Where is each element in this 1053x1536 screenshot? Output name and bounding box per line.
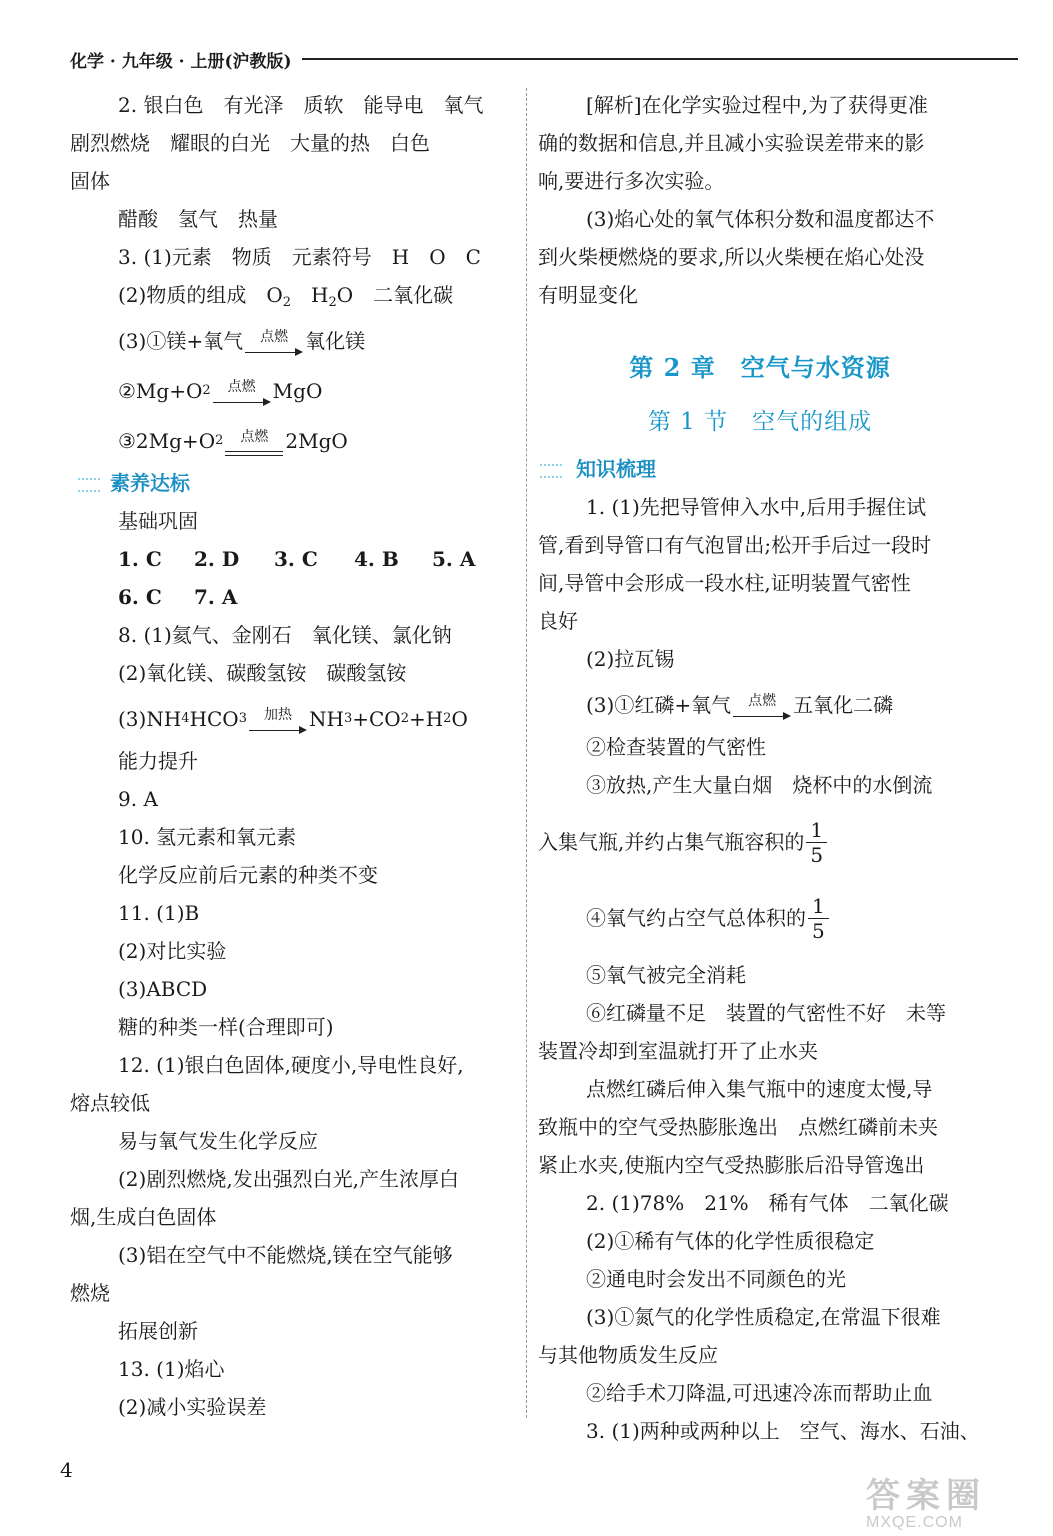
answer-line: 易与氧气发生化学反应 [118,1129,318,1153]
watermark-logo: 答案圈 MXQE.COM [866,1477,986,1531]
reaction-arrow: 点燃 [733,710,791,724]
fraction: $\frac{1}{5}$ [806,818,827,867]
answer-line: 烟,生成白色固体 [70,1205,217,1229]
answer-line: ②给手术刀降温,可迅速冷冻而帮助止血 [586,1381,933,1405]
section-heading: 素养达标 [70,464,520,502]
answer-line: 3. (1)元素 物质 元素符号 H O C [118,245,481,269]
answer-line: 致瓶中的空气受热膨胀逸出 点燃红磷前未夹 [538,1115,938,1139]
answer-line: (2)拉瓦锡 [586,647,675,671]
answer-line: 有明显变化 [538,283,638,307]
answer-line: 2. 银白色 有光泽 质软 能导电 氧气 [118,93,484,117]
answer-line: 1. (1)先把导管伸入水中,后用手握住试 [586,495,927,519]
answer-line: 10. 氢元素和氧元素 [118,825,297,849]
subheading: 拓展创新 [118,1319,198,1343]
choice-answers: 1. C 2. D 3. C 4. B 5. A [118,547,476,571]
answer-line: (3)ABCD [118,977,208,1001]
equals-sign: 点燃 [225,446,283,460]
answer-line: ⑥红磷量不足 装置的气密性不好 未等 [586,1001,946,1025]
subheading: 能力提升 [118,749,198,773]
answer-line: (2)剧烈燃烧,发出强烈白光,产生浓厚白 [118,1167,460,1191]
equation-line: (3)①镁+氧气 点燃 氧化镁 [70,314,520,364]
column-divider [526,88,527,1418]
answer-line: 8. (1)氦气、金刚石 氧化镁、氯化钠 [118,623,452,647]
fraction: $\frac{1}{5}$ [808,894,829,943]
reaction-arrow: 点燃 [213,396,271,410]
answer-line: (3)铝在空气中不能燃烧,镁在空气能够 [118,1243,453,1267]
answer-line: 熔点较低 [70,1091,150,1115]
answer-line: 装置冷却到室温就打开了止水夹 [538,1039,818,1063]
answer-line: 到火柴梗燃烧的要求,所以火柴梗在焰心处没 [538,245,925,269]
answer-line: 剧烈燃烧 耀眼的白光 大量的热 白色 [70,131,430,155]
answer-line: (3)①氮气的化学性质稳定,在常温下很难 [586,1305,941,1329]
left-column [70,86,520,1426]
answer-line: (3)焰心处的氧气体积分数和温度都达不 [586,207,935,231]
answer-line: ③放热,产生大量白烟 烧杯中的水倒流 [586,773,933,797]
answer-line: 11. (1)B [118,901,200,925]
reaction-arrow: 加热 [249,724,307,738]
answer-line: ④氧气约占空气总体积的 $\frac{1}{5}$ [538,880,982,956]
section-title: 第 1 节 空气的组成 [647,409,873,435]
answer-line: (2)①稀有气体的化学性质很稳定 [586,1229,875,1253]
equation-line: ③2Mg+O 2 点燃 2MgO [70,414,520,464]
answer-line: (2)物质的组成 $O_2$ $H_2O$ 二氧化碳 [118,283,454,310]
answer-line: ⑤氧气被完全消耗 [586,963,746,987]
right-column [538,86,982,1450]
running-header [70,44,1018,74]
answer-line: 12. (1)银白色固体,硬度小,导电性良好, [118,1053,464,1077]
page-number: 4 [60,1458,73,1482]
header-title: 化学 · 九年级 · 上册(沪教版) [70,51,292,72]
reaction-arrow: 点燃 [245,346,303,360]
answer-line: 紧止水夹,使瓶内空气受热膨胀后沿导管逸出 [538,1153,925,1177]
answer-line: 良好 [538,609,578,633]
choice-answers: 6. C 7. A [118,585,238,609]
answer-line: 响,要进行多次实验。 [538,169,725,193]
equation-line: (3)①红磷+氧气 点燃 五氧化二磷 [538,678,982,728]
answer-line: [解析]在化学实验过程中,为了获得更准 [586,93,928,117]
answer-line: 化学反应前后元素的种类不变 [118,863,378,887]
answer-line: ②通电时会发出不同颜色的光 [586,1267,846,1291]
answer-line: 13. (1)焰心 [118,1357,225,1381]
chapter-title: 第 2 章 空气与水资源 [629,353,891,382]
answer-line: 管,看到导管口有气泡冒出;松开手后过一段时 [538,533,932,557]
section-marker-icon [78,478,100,492]
answer-line: 点燃红磷后伸入集气瓶中的速度太慢,导 [586,1077,933,1101]
answer-line: 糖的种类一样(合理即可) [118,1015,334,1039]
equation-line: ②Mg+O 2 点燃 MgO [70,364,520,414]
header-rule [302,58,1018,60]
answer-line: (2)减小实验误差 [118,1395,267,1419]
answer-line: 与其他物质发生反应 [538,1343,718,1367]
answer-line: 入集气瓶,并约占集气瓶容积的 $\frac{1}{5}$ [538,804,982,880]
answer-line: 燃烧 [70,1281,110,1305]
answer-line: ②检查装置的气密性 [586,735,766,759]
answer-line: 确的数据和信息,并且减小实验误差带来的影 [538,131,925,155]
answer-line: 间,导管中会形成一段水柱,证明装置气密性 [538,571,911,595]
answer-line: (2)氧化镁、碳酸氢铵 碳酸氢铵 [118,661,407,685]
answer-line: 醋酸 氢气 热量 [118,207,278,231]
equation-line: (3)NH 4 HCO 3 加热 NH 3 +CO 2 +H 2 O [70,692,520,742]
answer-line: 3. (1)两种或两种以上 空气、海水、石油、 [586,1419,980,1443]
section-heading: 知识梳理 [538,450,982,488]
section-marker-icon [540,464,562,478]
answer-line: 固体 [70,169,110,193]
subheading: 基础巩固 [118,509,198,533]
answer-line: 2. (1)78% 21% 稀有气体 二氧化碳 [586,1191,949,1215]
answer-line: 9. A [118,787,158,811]
answer-line: (2)对比实验 [118,939,227,963]
